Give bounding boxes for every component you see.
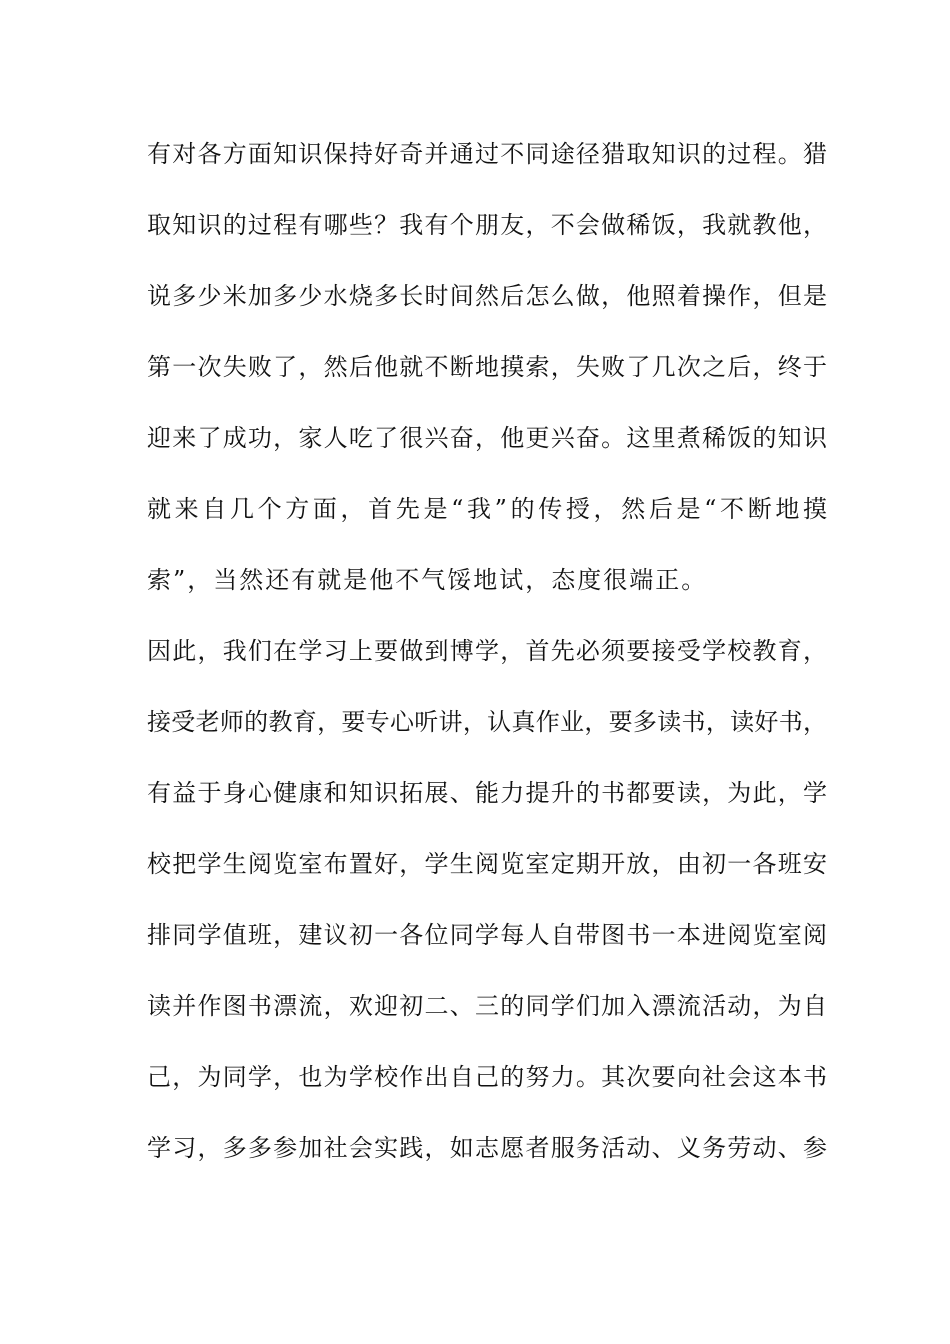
- text-line: 校把学生阅览室布置好，学生阅览室定期开放，由初一各班安: [147, 850, 827, 878]
- paragraph-1: [147, 130, 827, 627]
- paragraph-2: [147, 627, 827, 1195]
- text-line: 第一次失败了，然后他就不断地摸索，失败了几次之后，终于: [147, 353, 827, 381]
- text-line: 索”，当然还有就是他不气馁地试，态度很端正。: [147, 566, 708, 594]
- text-line: 读并作图书漂流，欢迎初二、三的同学们加入漂流活动，为自: [147, 992, 827, 1020]
- text-line: 说多少米加多少水烧多长时间然后怎么做，他照着操作，但是: [147, 282, 827, 310]
- text-line: 就来自几个方面，首先是“我”的传授，然后是“不断地摸: [147, 495, 827, 523]
- text-line: 排同学值班，建议初一各位同学每人自带图书一本进阅览室阅: [147, 921, 827, 949]
- text-line: 因此，我们在学习上要做到博学，首先必须要接受学校教育，: [147, 637, 827, 665]
- text-line: 迎来了成功，家人吃了很兴奋，他更兴奋。这里煮稀饭的知识: [147, 424, 827, 452]
- text-line: 取知识的过程有哪些？我有个朋友，不会做稀饭，我就教他，: [147, 211, 827, 239]
- body-text: [147, 130, 827, 1195]
- text-line: 有益于身心健康和知识拓展、能力提升的书都要读，为此，学: [147, 779, 827, 807]
- text-line: 学习，多多参加社会实践，如志愿者服务活动、义务劳动、参: [147, 1134, 827, 1162]
- text-line: 己，为同学，也为学校作出自己的努力。其次要向社会这本书: [147, 1063, 827, 1091]
- text-line: 接受老师的教育，要专心听讲，认真作业，要多读书，读好书，: [147, 708, 827, 736]
- text-line: 有对各方面知识保持好奇并通过不同途径猎取知识的过程。猎: [147, 140, 827, 168]
